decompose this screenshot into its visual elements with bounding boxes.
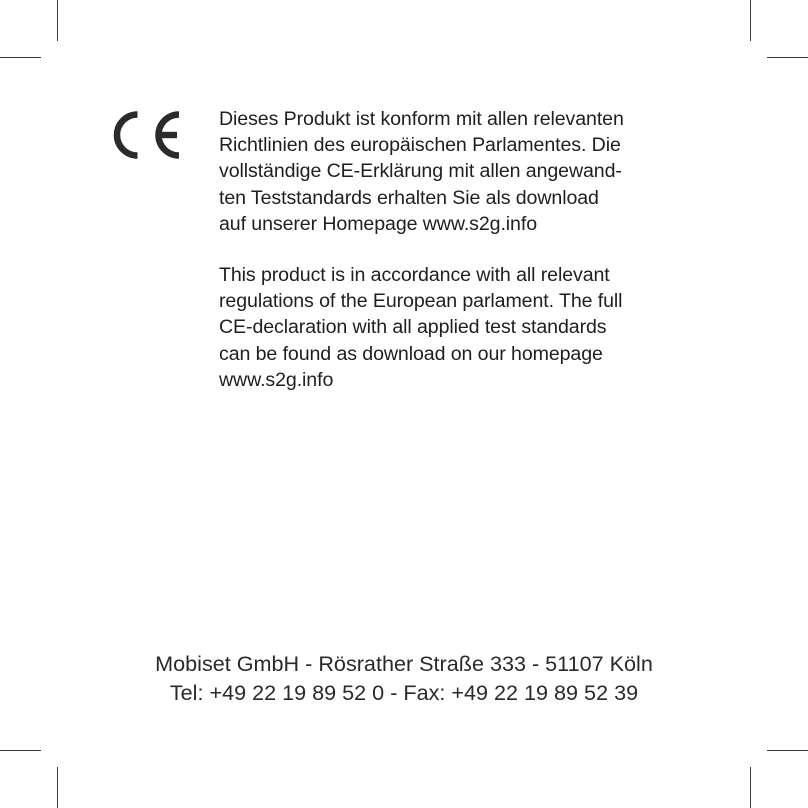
english-text-line: CE-declaration with all applied test standards (219, 316, 607, 339)
english-declaration-text (219, 262, 689, 393)
english-text-line: www.s2g.info (219, 368, 334, 391)
crop-mark-bottom-left-horizontal (0, 750, 41, 751)
crop-mark-top-left-vertical (57, 0, 58, 41)
english-text-line: This product is in accordance with all relevant (219, 264, 610, 286)
crop-mark-top-right-horizontal (767, 57, 808, 58)
english-text-line: can be found as download on our homepage (219, 342, 603, 365)
company-phone-fax: Tel: +49 22 19 89 52 0 - Fax: +49 22 19 89 52 39 (169, 680, 639, 705)
german-text-line: Richtlinien des europäischen Parlamentes. Die (219, 134, 621, 157)
german-text-line: Dieses Produkt ist konform mit allen relevanten (219, 108, 624, 130)
crop-mark-bottom-left-vertical (57, 767, 58, 808)
company-address: Mobiset GmbH - Rösrather Straße 333 - 51107 Köln (155, 651, 653, 676)
crop-mark-bottom-right-horizontal (767, 750, 808, 751)
company-footer (0, 649, 808, 707)
crop-mark-bottom-right-vertical (750, 767, 751, 808)
english-text-line: regulations of the European parlament. The full (219, 290, 623, 313)
german-declaration-text (219, 106, 689, 237)
ce-mark-icon (112, 111, 182, 159)
german-text-line: auf unserer Homepage www.s2g.info (219, 212, 537, 235)
german-text-line: vollständige CE-Erklärung mit allen angewand- (219, 160, 622, 183)
crop-mark-top-right-vertical (750, 0, 751, 41)
german-text-line: ten Teststandards erhalten Sie als download (219, 186, 599, 209)
crop-mark-top-left-horizontal (0, 57, 41, 58)
